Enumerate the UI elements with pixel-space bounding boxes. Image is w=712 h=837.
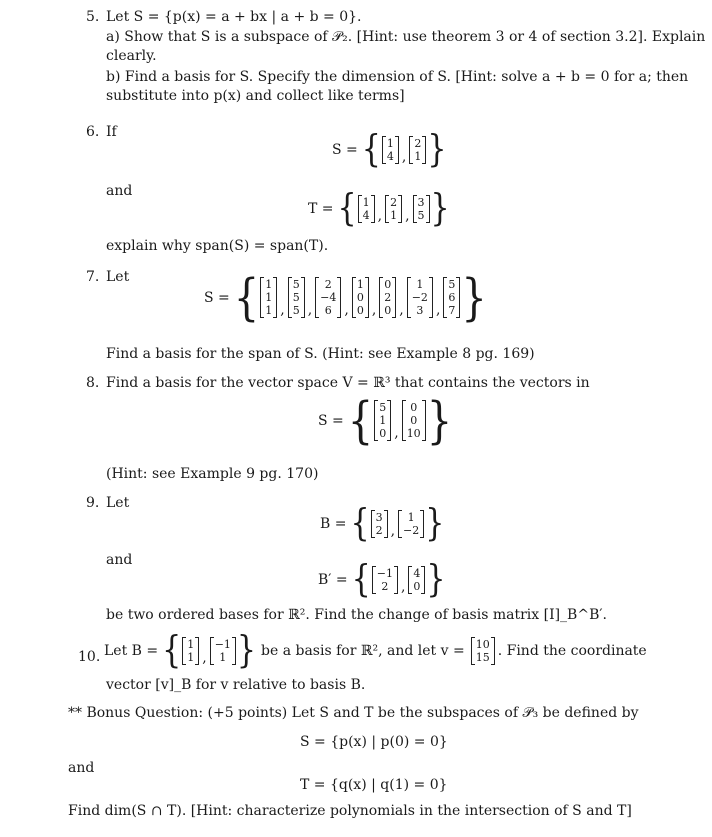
problem-10-mid: be a basis for ℝ², and let v =: [261, 643, 465, 659]
bonus-set-S: S = {p(x) | p(0) = 0}: [300, 734, 448, 750]
problem-5a-line1: a) Show that S is a subspace of 𝒫₂. [Hint: use theorem 3 or 4 of section 3.2]. Explain: [106, 29, 706, 45]
set-S-equation: S = { 1 4 , 2 1 }: [332, 127, 447, 172]
right-brace: }: [426, 391, 453, 450]
right-brace: }: [430, 186, 450, 231]
vector: −1 2: [372, 566, 398, 594]
basis-B-label: B =: [320, 516, 347, 532]
left-brace: {: [337, 186, 357, 231]
problem-5-statement: Let S = {p(x) = a + bx | a + b = 0}.: [106, 9, 362, 25]
vector: 1 1: [182, 637, 199, 665]
problem-8-hint: (Hint: see Example 9 pg. 170): [106, 466, 319, 482]
problem-10-lead: Let B =: [104, 643, 159, 659]
vector: 5 5 5: [288, 277, 305, 318]
problem-9-and: and: [106, 552, 133, 568]
basis-B: B = { 3 2 , 1 −2 }: [320, 501, 445, 546]
set-S-label: S =: [332, 142, 358, 158]
vector: 1 −2: [398, 510, 424, 538]
bonus-final: Find dim(S ∩ T). [Hint: characterize polynomials in the intersection of S and T]: [68, 803, 632, 819]
problem-6-explain: explain why span(S) = span(T).: [106, 238, 329, 254]
right-brace: }: [427, 127, 447, 172]
vector: 2 1: [409, 136, 426, 164]
left-brace: {: [233, 268, 260, 327]
problem-5a-line2: clearly.: [106, 48, 157, 64]
vector: 4 0: [408, 566, 425, 594]
problem-6-lead: If: [106, 124, 117, 140]
problem-6-and: and: [106, 183, 133, 199]
vector: 5 1 0: [374, 400, 391, 441]
set-S-r3: S = { 5 1 0 , 0 0 10 }: [318, 391, 453, 450]
right-brace: }: [236, 628, 256, 673]
right-brace: }: [425, 501, 445, 546]
vector: 2 −4 6: [315, 277, 341, 318]
left-brace: {: [350, 501, 370, 546]
set-S-label: S =: [318, 412, 344, 429]
left-brace: {: [361, 127, 381, 172]
right-brace: }: [426, 557, 446, 602]
set-T-label: T =: [308, 201, 334, 217]
bonus-and: and: [68, 760, 95, 776]
problem-5b-line1: b) Find a basis for S. Specify the dimension of S. [Hint: solve a + b = 0 for a; then: [106, 69, 689, 85]
basis-B-prime: B′ = { −1 2 , 4 0 }: [318, 557, 446, 602]
problem-5b-line2: substitute into p(x) and collect like terms]: [106, 88, 405, 104]
problem-10-number: 10.: [78, 649, 101, 665]
problem-9-number: 9.: [86, 495, 100, 511]
vector: 0 0 10: [402, 400, 426, 441]
vector: 0 2 0: [379, 277, 396, 318]
bonus-set-T: T = {q(x) | q(1) = 0}: [300, 777, 448, 793]
left-brace: {: [347, 391, 374, 450]
left-brace: {: [351, 557, 371, 602]
vector: 3 5: [413, 195, 430, 223]
left-brace: {: [162, 628, 182, 673]
problem-6-number: 6.: [86, 124, 100, 140]
problem-7-number: 7.: [86, 269, 100, 285]
problem-8-number: 8.: [86, 375, 100, 391]
problem-8-task: Find a basis for the vector space V = ℝ³ that contains the vectors in: [106, 375, 590, 391]
set-T-equation: T = { 1 4 , 2 1 , 3 5 }: [308, 186, 450, 231]
problem-7-lead: Let: [106, 269, 130, 285]
problem-9-task: be two ordered bases for ℝ². Find the change of basis matrix [I]_B^B′.: [106, 607, 607, 623]
vector: 1 4: [382, 136, 399, 164]
vector: 5 6 7: [443, 277, 460, 318]
problem-9-lead: Let: [106, 495, 130, 511]
vector: 1 0 0: [352, 277, 369, 318]
problem-7-task: Find a basis for the span of S. (Hint: see Example 8 pg. 169): [106, 346, 535, 362]
vector: 3 2: [371, 510, 388, 538]
problem-10-line2: vector [v]_B for v relative to basis B.: [106, 677, 366, 693]
vector: 2 1: [385, 195, 402, 223]
vector: −1 1: [210, 637, 236, 665]
basis-B-prime-label: B′ =: [318, 572, 348, 588]
vector: 1 1 1: [260, 277, 277, 318]
problem-10-tail: . Find the coordinate: [497, 643, 647, 659]
vector: 1 −2 3: [407, 277, 433, 318]
set-S-seven-vectors: S = { 1 1 1 , 5 5 5 , 2 −4 6 , 1 0 0 , 0 2 0 , 1 −2 3 , 5 6 7 }: [204, 268, 487, 327]
problem-10-line: Let B = { 1 1 , −1 1 } be a basis for ℝ², and let v = 10 15 . Find the coordinate: [104, 628, 647, 673]
set-S-label: S =: [204, 289, 230, 306]
vector-v: 10 15: [471, 637, 495, 665]
bonus-question-line: ** Bonus Question: (+5 points) Let S and T be the subspaces of 𝒫₃ be defined by: [68, 705, 639, 721]
right-brace: }: [461, 268, 487, 327]
vector: 1 4: [358, 195, 375, 223]
problem-5-number: 5.: [86, 9, 100, 25]
